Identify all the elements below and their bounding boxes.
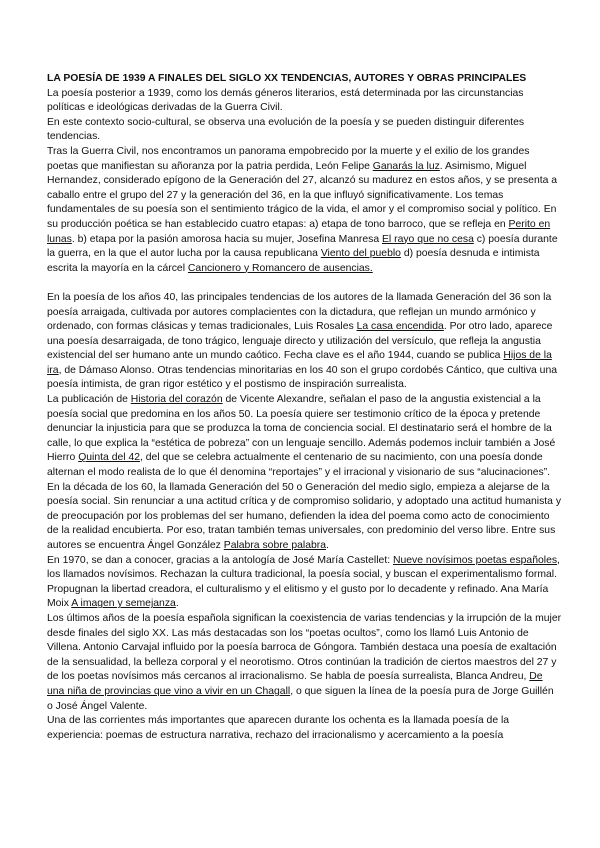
work-title: A imagen y semejanza xyxy=(71,598,176,610)
work-title: Palabra sobre palabra xyxy=(223,540,327,551)
work-title: Hijos de la ira xyxy=(47,350,552,376)
text-segment: , los llamados novísimos. Rechazan la cultura tradicional, la poesía social, y buscan el experimentalismo formal. Propugnan la libertad creadora, el culturalismo y el elitismo y el gusto por lo decadente y refinado. Ana María Moix xyxy=(47,554,560,610)
work-title: Viento del pueblo xyxy=(320,248,401,260)
text-segment: La publicación de xyxy=(47,394,131,406)
work-title: De una niña de provincias que vino a vivir en un Chagall xyxy=(47,671,543,697)
paragraph-sixties xyxy=(47,481,562,554)
text-segment: d) poesía desnuda e intimista escrita la mayoría en la cárcel xyxy=(47,248,540,274)
text-segment: En la década de los 60, la llamada Generación del 50 o Generación del medio siglo, empieza a alejarse de la poesía social. Sin renunciar a una actitud crítica y de compromiso solidario, y adoptado una actitud humanista y de preocupación por los problemas del ser humano, defienden la idea del poema como acto de conocimiento de la realidad encubierta. Por eso, tratan también temas universales, con predominio del verso libre. Entre sus autores se encuentra Ángel González xyxy=(47,481,562,551)
text-segment: , de Dámaso Alonso. Otras tendencias minoritarias en los 40 son el grupo cordobés Cántico, que cultiva una poesía intimista, de gran rigor estético y el postismo de inspiración surrealista. xyxy=(47,364,558,391)
work-title: Historia del corazón xyxy=(130,394,223,406)
text-segment: Los últimos años de la poesía española significan la coexistencia de varias tendencias y la irrupción de la mujer desde finales del siglo XX. Las más destacadas son los “poetas ocultos”, como los llamó Luis Antonio de Villena. Antonio Carvajal influido por la poesía barroca de Góngora. También destaca una poesía de exaltación de la sensualidad, la belleza corporal y el neorotismo. Otros continúan la tradición de ciertos maestros del 27 y de los poetas novísimos más cercanos al irracionalismo. Se habla de poesía surrealista, Blanca Andreu, xyxy=(47,612,562,683)
text-segment: . Asimismo, Miguel Hernandez, considerado epígono de la Generación del 27, alcanzó su madurez en estos años, y se presenta a caballo entre el grupo del 27 y la generación del 36, en la que influyó significativamente. Los temas fundamentales de su poesía son el sentimiento trágico de la vida, el amor y el compromiso social y político. En su producción poética se han establecido cuatro etapas: a) etapa de tono barroco, que se refleja en xyxy=(47,160,558,230)
document-title: LA POESÍA DE 1939 A FINALES DEL SIGLO XX TENDENCIAS, AUTORES Y OBRAS PRINCIPALES xyxy=(47,73,527,84)
work-title: Ganarás la luz xyxy=(372,160,440,172)
paragraph-fifties xyxy=(47,393,562,481)
paragraph-gap xyxy=(47,276,562,291)
text-segment: , o que siguen la línea de la poesía pura de Jorge Guillén o José Ángel Valente. xyxy=(47,685,554,712)
text-segment: c) poesía durante la guerra, en la que el autor lucha por la causa republicana xyxy=(47,233,558,260)
work-title: El rayo que no cesa xyxy=(382,233,474,245)
text-segment: En 1970, se dan a conocer, gracias a la antología de José María Castellet: xyxy=(47,554,393,566)
paragraph-recent xyxy=(47,612,562,714)
text-segment: Tras la Guerra Civil, nos encontramos un panorama empobrecido por la muerte y el exilio de los grandes poetas que manifiestan su añoranza por la patria perdida, León Felipe xyxy=(47,145,530,172)
paragraph-postwar xyxy=(47,145,562,276)
work-title: Quinta del 42 xyxy=(78,452,140,464)
paragraph-forties xyxy=(47,291,562,393)
text-segment: de Vicente Alexandre, señalan el paso de la angustia existencial a la poesía social que predomina en los años 50. La poesía quiere ser testimonio crítico de la época y pretende denunciar la injusticia para que se produzca la toma de conciencia social. El destinatario será el hombre de la calle, lo que explica la “estética de pobreza” con un lenguaje sencillo. Además podemos incluir también a José Hierro xyxy=(47,394,556,464)
work-title: Cancionero y Romancero de ausencias. xyxy=(187,262,373,274)
work-title: Perito en lunas xyxy=(47,218,551,245)
paragraph-context: En este contexto socio-cultural, se observa una evolución de la poesía y se pueden distinguir diferentes tendencias. xyxy=(47,116,525,143)
work-title: Nueve novísimos poetas españoles xyxy=(393,554,558,566)
text-segment: En la poesía de los años 40, las principales tendencias de los autores de la llamada Generación del 36 son la poesía arraigada, cultivada por autores complacientes con la dictadura, que reflejan un mundo armónico y ordenado, con formas clásicas y temas tradicionales, Luis Rosales xyxy=(47,291,552,333)
work-title: La casa encendida xyxy=(356,321,444,333)
paragraph-eighties: Una de las corrientes más importantes que aparecen durante los ochenta es la llamada poesía de la experiencia: poemas de estructura narrativa, rechazo del irracionalismo y acercamiento a la poesía xyxy=(47,715,510,741)
text-segment: . b) etapa por la pasión amorosa hacia su mujer, Josefina Manresa xyxy=(71,233,382,245)
paragraph-seventies xyxy=(47,554,562,612)
document-page xyxy=(47,72,562,743)
text-segment: . Por otro lado, aparece una poesía desarraigada, de tono trágico, lenguaje directo y utilización del versículo, que refleja la angustia existencial del ser humano ante un mundo caótico. Fecha clave es el año 1944, cuando se publica xyxy=(47,321,553,362)
text-segment: , del que se celebra actualmente el centenario de su nacimiento, con una poesía donde alternan el modo realista de lo que él denomina “reportajes” y el irracional y visionario de sus “alucinaciones”. xyxy=(47,452,551,479)
text-segment: . xyxy=(326,540,329,551)
text-segment: . xyxy=(175,598,179,610)
paragraph-intro: La poesía posterior a 1939, como los demás géneros literarios, está determinada por las circunstancias políticas e ideológicas derivadas de la Guerra Civil. xyxy=(47,87,524,114)
